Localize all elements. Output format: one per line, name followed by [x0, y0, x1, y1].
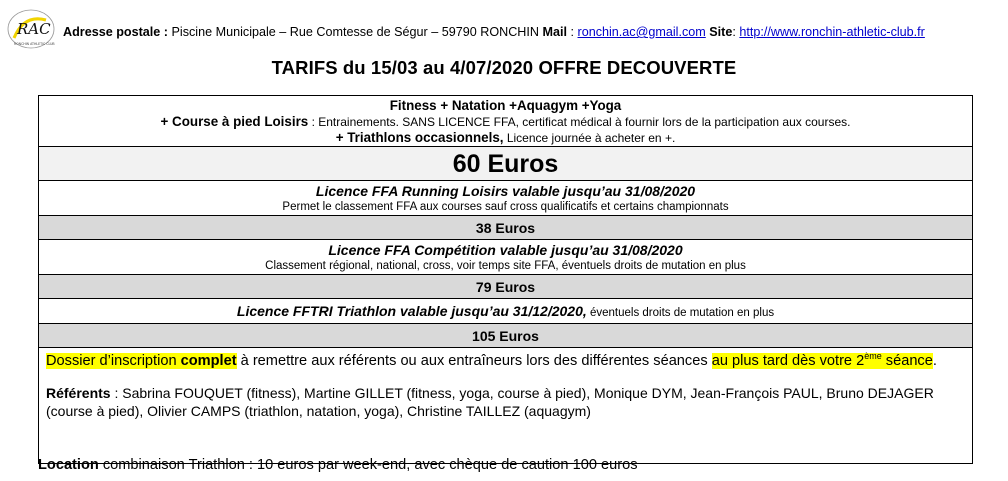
mail-separator: :: [567, 25, 578, 39]
offer-description: [39, 96, 972, 147]
offer-line-2: [39, 114, 972, 130]
offer-line-3-text: Licence journée à acheter en +.: [503, 131, 676, 145]
location-label: Location: [38, 457, 99, 473]
mail-link[interactable]: ronchin.ac@gmail.com: [577, 25, 706, 39]
location-note: [38, 457, 638, 473]
offer-line-3-bold: + Triathlons occasionnels,: [335, 130, 504, 145]
offer-line-2-bold: + Course à pied Loisirs: [160, 114, 309, 129]
location-text: combinaison Triathlon : 10 euros par week-end, avec chèque de caution 100 euros: [98, 457, 638, 473]
referents-text: : Sabrina FOUQUET (fitness), Martine GILLET (fitness, yoga, course à pied), Monique DYM, Jean-François PAUL, Bruno DEJAGER (course à pied), Olivier CAMPS (triathlon, natation, yoga), Christine TAILLEZ (aquagym): [46, 385, 934, 419]
logo-text: RAC: [17, 20, 51, 38]
dossier-complete: complet: [180, 353, 237, 369]
address-label: Adresse postale :: [63, 25, 168, 39]
offer-price: 60 Euros: [39, 147, 972, 181]
page-title: TARIFS du 15/03 au 4/07/2020 OFFRE DECOUVERTE: [271, 57, 737, 78]
referents-note: [46, 384, 946, 420]
licence-title: Licence FFTRI Triathlon valable jusqu’au 31/12/2020,: [236, 303, 587, 319]
registration-info: [39, 348, 972, 463]
licence-price: 38 Euros: [39, 216, 972, 240]
page-header: [0, 0, 1008, 58]
licence-subtitle: Permet le classement FFA aux courses sauf cross qualificatifs et certains championnats: [282, 201, 729, 213]
dossier-part-1: Dossier d’inscription: [46, 353, 181, 369]
dossier-ordinal: ème: [864, 351, 882, 362]
site-link[interactable]: http://www.ronchin-athletic-club.fr: [739, 25, 925, 39]
licence-price: 105 Euros: [39, 324, 972, 348]
offer-line-1: Fitness + Natation +Aquagym +Yoga: [389, 98, 622, 113]
postal-address-line: [63, 25, 925, 39]
dossier-deadline: [712, 353, 933, 369]
licence-title: Licence FFA Running Loisirs valable jusqu’au 31/08/2020: [315, 183, 696, 199]
licence-subtitle: éventuels droits de mutation en plus: [586, 307, 775, 319]
site-label: Site: [705, 25, 733, 39]
club-logo: [6, 8, 56, 50]
site-separator: :: [732, 25, 740, 39]
address-value: Piscine Municipale – Rue Comtesse de Ségur – 59790 RONCHIN: [168, 25, 543, 39]
dossier-part-2: à remettre aux référents ou aux entraîneurs lors des différentes séances: [236, 353, 712, 369]
offer-line-2-text: : Entrainements. SANS LICENCE FFA, certificat médical à fournir lors de la participation aux courses.: [308, 115, 851, 129]
licence-title: Licence FFA Compétition valable jusqu’au 31/08/2020: [328, 242, 683, 258]
licence-competition-row: [39, 240, 972, 275]
dossier-deadline-end: séance: [881, 353, 933, 369]
referents-label: Référents: [46, 385, 111, 401]
dossier-period: .: [932, 353, 937, 369]
dossier-note: [46, 352, 966, 371]
offer-line-3: [39, 130, 972, 146]
mail-label: Mail: [542, 25, 567, 39]
licence-subtitle: Classement régional, national, cross, voir temps site FFA, éventuels droits de mutation en plus: [265, 260, 746, 272]
licence-triathlon-row: [39, 299, 972, 324]
licence-running-row: [39, 181, 972, 216]
licence-price: 79 Euros: [39, 275, 972, 299]
pricing-table: [38, 95, 973, 464]
logo-subtext: RONCHIN ATHLETIC CLUB: [14, 42, 55, 46]
dossier-deadline-text: au plus tard dès votre 2: [711, 353, 865, 369]
